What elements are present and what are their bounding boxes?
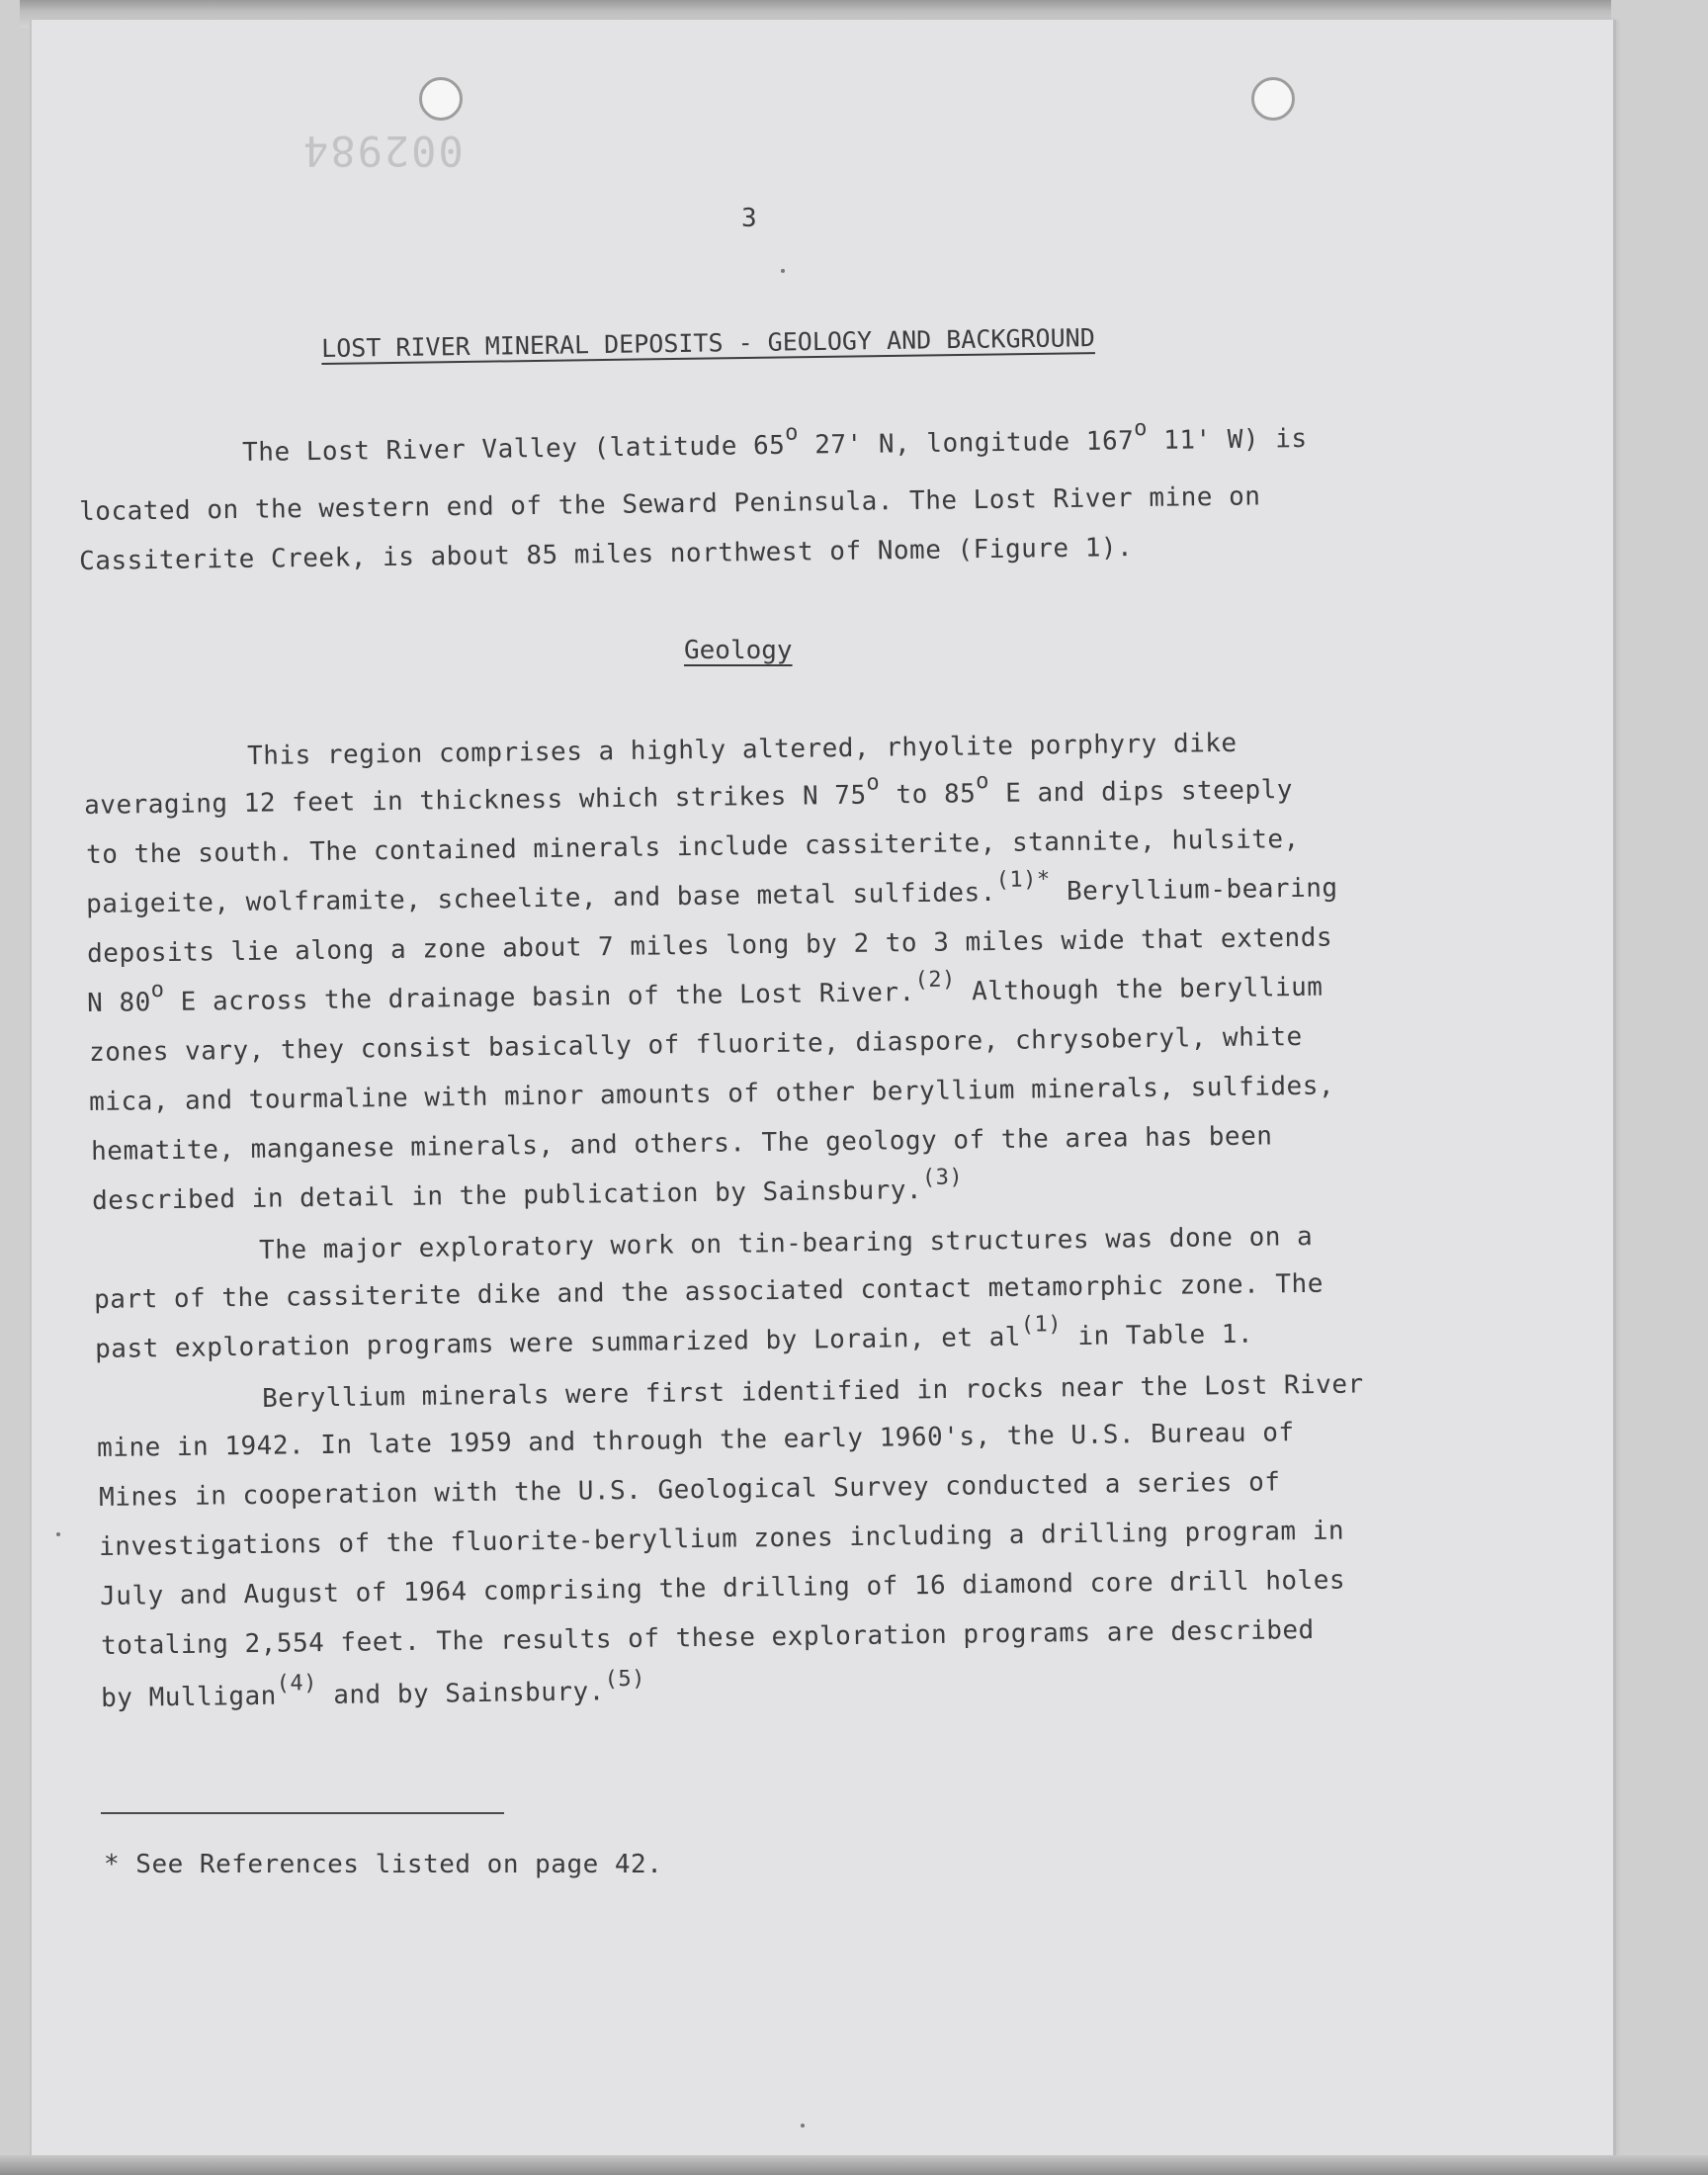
intro-line-1: The Lost River Valley (latitude 65$^o$ 27' N, longitude 167$^o$ 11' W) is — [241, 416, 1308, 468]
scan-speck — [801, 2124, 805, 2128]
geology-p3-line-5: July and August of 1964 comprising the drilling of 16 diamond core drill holes — [99, 1565, 1346, 1611]
geology-p1-line-1: This region comprises a highly altered, rhyolite porphyry dike — [246, 728, 1238, 771]
geology-p1-line-8: mica, and tourmaline with minor amounts of other beryllium minerals, sulfides, — [88, 1071, 1335, 1117]
footnote-divider — [101, 1812, 504, 1814]
section-heading-geology: Geology — [684, 636, 793, 665]
geology-p3-line-3: Mines in cooperation with the U.S. Geological Survey conducted a series of — [98, 1467, 1281, 1513]
geology-p3-line-6: totaling 2,554 feet. The results of these exploration programs are described — [100, 1614, 1315, 1661]
page-number: 3 — [741, 204, 757, 233]
geology-p3-line-1: Beryllium minerals were first identified in rocks near the Lost River — [261, 1369, 1364, 1414]
footnote-text: * See References listed on page 42. — [104, 1850, 663, 1879]
geology-p1-line-2: averaging 12 feet in thickness which strikes N 75$^o$ to 85$^o$ E and dips steeply — [83, 769, 1294, 821]
geology-p1-line-7: zones vary, they consist basically of fluorite, diaspore, chrysoberyl, white — [88, 1021, 1303, 1068]
intro-line-2: located on the western end of the Seward Peninsula. The Lost River mine on — [78, 481, 1261, 527]
scan-speck — [56, 1532, 60, 1536]
geology-p1-line-10: described in detail in the publication by Sainsbury.$^{(3)}$ — [91, 1165, 964, 1216]
scan-speck — [781, 269, 785, 273]
geology-p2-line-3: past exploration programs were summarized by Lorain, et $al^{(1)}$ in Table 1. — [94, 1312, 1254, 1364]
geology-p1-line-3: to the south. The contained minerals include cassiterite, stannite, hulsite, — [85, 824, 1300, 870]
intro-line-3: Cassiterite Creek, is about 85 miles northwest of Nome (Figure 1). — [78, 533, 1134, 576]
geology-p2-line-2: part of the cassiterite dike and the associated contact metamorphic zone. The — [93, 1268, 1324, 1315]
document-title: LOST RIVER MINERAL DEPOSITS - GEOLOGY AND BACKGROUND — [320, 323, 1095, 363]
geology-p3-line-4: investigations of the fluorite-beryllium zones including a drilling program in — [98, 1516, 1345, 1562]
geology-p1-line-4: paigeite, wolframite, scheelite, and base metal sulfides.$^{(1)*}$ Beryllium-bearing — [85, 867, 1338, 919]
geology-p3-line-2: mine in 1942. In late 1959 and through the early 1960's, the U.S. Bureau of — [96, 1418, 1295, 1463]
document-stamp: 002984 — [301, 127, 464, 175]
geology-p1-line-5: deposits lie along a zone about 7 miles long by 2 to 3 miles wide that extends — [86, 922, 1333, 969]
geology-p2-line-1: The major exploratory work on tin-bearing structures was done on a — [258, 1222, 1314, 1265]
scan-bottom-edge — [0, 2155, 1708, 2175]
punch-hole-right — [1251, 77, 1295, 121]
geology-p1-line-6: N 80$^o$ E across the drainage basin of the Lost River.$^{(2)}$ Although the beryllium — [86, 967, 1324, 1018]
punch-hole-left — [419, 77, 463, 121]
geology-p1-line-9: hematite, manganese minerals, and others. The geology of the area has been — [90, 1121, 1273, 1167]
geology-p3-line-7: by Mulligan$^{(4)}$ and by Sainsbury.$^{(5)}$ — [100, 1666, 646, 1713]
